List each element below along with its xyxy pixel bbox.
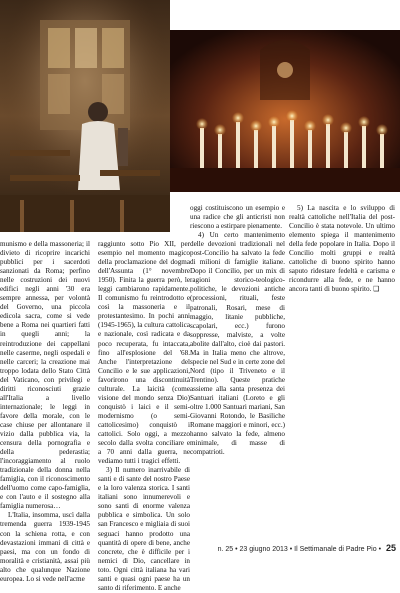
paragraph: 5) La nascita e lo sviluppo di realtà cattoliche nell'Italia del post-Concilio è stata notevole. Un ultimo elemento spiega il mantenimento della fede popolare in Italia. Dopo il Concilio molti gruppi e realtà cattoliche di buono spirito hanno saputo ridestare fedeltà e carisma e ricondurre alla fede, e ne hanno ancora tanti di buono spirito. ❑ (289, 204, 395, 294)
paragraph: raggiunto sotto Pio XII, per esempio nel momento magico della proclamazione del dogma dell'Assunta (1° novembre 1950). Finita la guerra però, le leggi cambiarono rapidamente. Il comunismo fu reintrodotto e così la massoneria e il protestantesimo. In pochi anni (1945-1965), la cultura cattolica e nazionale, così radicata e da poco recuperata, fu intaccata, fino all'esplosione del '68. Anche l'interpretazione del Concilio e le sue applicazioni, favorirono una discontinuità culturale. La laicità (come visione del mondo senza Dio) conquistò i laici e il semi-modernismo (o semi-cattolicesimo) conquistò i cattolici. Solo oggi, a mezzo secolo dalla svolta conciliare e a 70 anni dalla guerra, ne vediamo tutti i tragici effetti. (98, 240, 190, 466)
issue-info: n. 25 • 23 giugno 2013 • Il Settimanale di Padre Pio • (217, 546, 382, 553)
page-number: 25 (385, 543, 396, 553)
text-column-1 (0, 240, 90, 583)
photo-church-interior (0, 0, 170, 232)
paragraph: L'Italia, insomma, uscì dalla tremenda guerra 1939-1945 con la schiena rotta, e con devastazioni immani di città e paesi, ma con un fondo di moralità e cristianità, assai più alto che qualunque Nazione europea. Lo si vede nell'acme (0, 511, 90, 583)
text-column-4 (289, 204, 395, 539)
paragraph: 4) Un certo mantenimento delle devozioni tradizionali nel post-Concilio ha salvato la fede di milioni di famiglie italiane. Dopo il Concilio, per un mix di ragioni storico-teologico-politiche, le devozioni antiche (processioni, rituali, feste patronali, Rosari, mese di maggio, litanie pubbliche, scapolari, ecc.) furono soppresse, malviste, a volte abolite dall'alto, cioè dai pastori. Ma in Italia meno che altrove, specie nel Sud e in certe zone del Nord (tipo il Triveneto e il Trentino). Queste pratiche assieme alla santa presenza dei Santuari italiani (Loreto e gli oltre 1.000 Santuari mariani, San Giovanni Rotondo, le Basiliche Romane maggiori e minori, ecc.) hanno salvato la fede, almeno minimale, di masse di compatrioti. (190, 231, 285, 457)
page-footer (0, 543, 396, 555)
text-column-2 (98, 240, 190, 592)
photo-candles (170, 30, 400, 192)
photo-church-interior-graphic (0, 0, 170, 232)
text-column-3 (190, 204, 285, 539)
paragraph: 3) Il numero inarrivabile di santi e di sante del nostro Paese e la loro valenza storica. I santi italiani sono innumerevoli e sono santi di enorme valenza pubblica e simbolica. Un solo san Francesco e migliaia di suoi seguaci hanno prodotto una quantità di opere di bene, anche concrete, che è difficile per i nemici di Dio, cancellare in toto. Ogni città italiana ha vari santi e quasi ogni paese ha un santo di riferimento. E anche (98, 466, 190, 592)
paragraph: munismo e della massoneria; il divieto di ricoprire incarichi pubblici per i sacerdoti sanzionati da Roma; perfino nelle costruzioni dei nuovi edifici negli anni '30 era sempre annessa, per volontà del Governo, una piccola edicola sacra, come si vede bene a Roma nei quartieri fatti in quegli anni; la reintroduzione dei cappellani nelle caserme, negli ospedali e nelle carceri; la creazione mai troppo lodata dello Stato Città del Vaticano, con privilegi e diritti riconosciuti grazie all'Italia a livello internazionale; le leggi in favore della morale, con le case chiuse per allontanare il vizio dalla pubblica via, la censura della pornografia e della pederastia; l'incoraggiamento al ruolo tradizionale della donna nella famiglia, con il riconoscimento dell'uomo come capo-famiglia, e con l'auto e il sostegno alla famiglia numerosa… (0, 240, 90, 511)
photo-candles-graphic (170, 30, 400, 192)
paragraph: oggi costituiscono un esempio e una radice che gli anticristi non riescono a estirpare pienamente. (190, 204, 285, 231)
